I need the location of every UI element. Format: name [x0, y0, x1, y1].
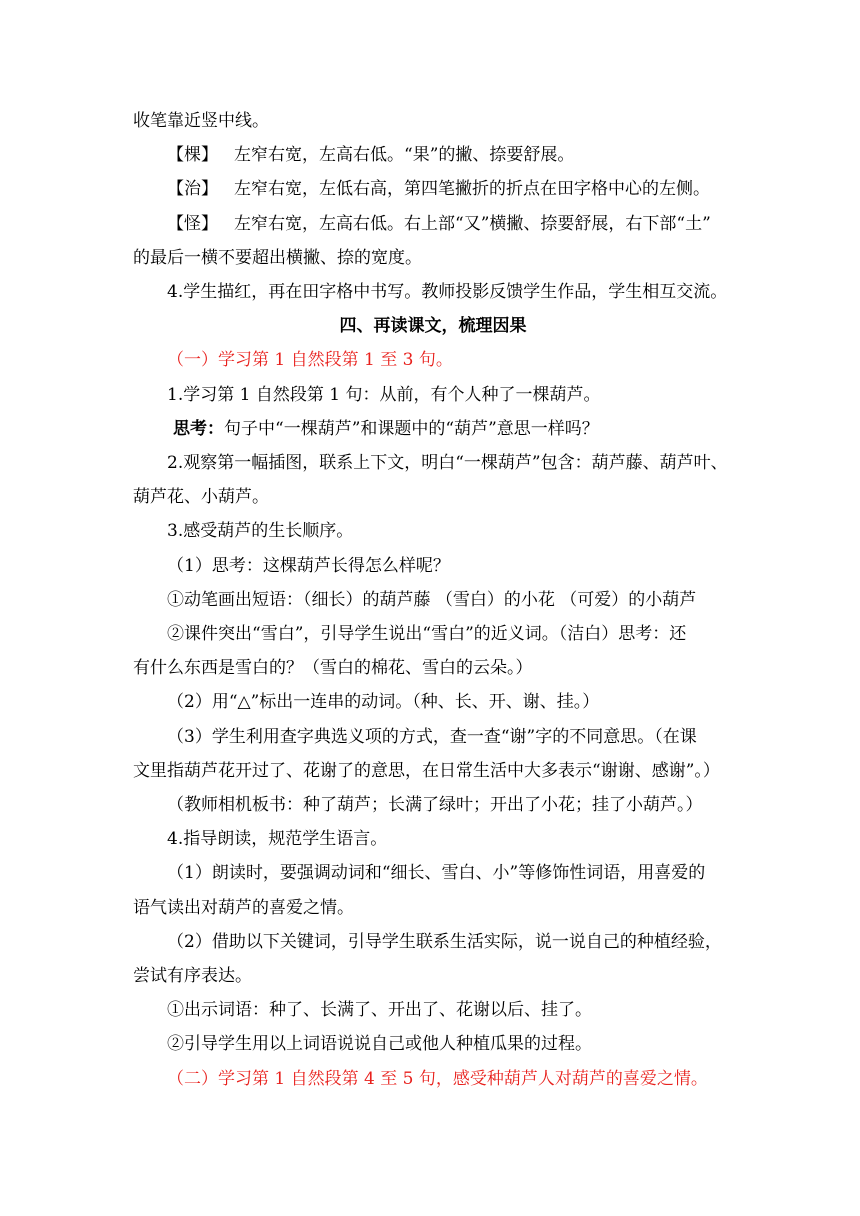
- item-4-point-a: ①出示词语：种了、长满了、开出了、花谢以后、挂了。: [167, 1000, 592, 1021]
- item-4-sub-2-line2: 尝试有序表达。: [133, 966, 252, 987]
- section-heading: 四、再读课文，梳理因果: [339, 316, 527, 337]
- document-body: [133, 104, 733, 1096]
- item-3-sub-3-line2: 文里指葫芦花开过了、花谢了的意思，在日常生活中大多表示“谢谢、感谢”。）: [133, 760, 720, 781]
- item-2-line2: 葫芦花、小葫芦。: [133, 487, 269, 508]
- item-3-sub-2: （2）用“△”标出一连串的动词。（种、长、开、谢、挂。）: [167, 692, 600, 713]
- char-desc-ke: 左窄右宽，左高右低。“果”的撇、捺要舒展。: [234, 145, 575, 166]
- char-entry-zhi: [133, 172, 733, 206]
- char-label-ke: 【棵】: [167, 145, 218, 166]
- subsection-1-title: （一）学习第 1 自然段第 1 至 3 句。: [167, 350, 453, 371]
- item-4-sub-2-line1: （2）借助以下关键词，引导学生联系生活实际，说一说自己的种植经验，: [167, 931, 722, 952]
- board-note: （教师相机板书：种了葫芦；长满了绿叶；开出了小花；挂了小葫芦。）: [167, 795, 703, 816]
- item-4: 4.指导朗读，规范学生语言。: [167, 829, 388, 850]
- item-4-point-b: ②引导学生用以上词语说说自己或他人种植瓜果的过程。: [167, 1034, 592, 1055]
- subsection-2-title: （二）学习第 1 自然段第 4 至 5 句，感受种葫芦人对葫芦的喜爱之情。: [167, 1068, 708, 1089]
- char-label-guai: 【怪】: [167, 213, 218, 234]
- char-entry-ke: [133, 138, 733, 172]
- think-text: 句子中“一棵葫芦”和课题中的“葫芦”意思一样吗？: [224, 418, 599, 439]
- char-desc-guai-line1: 左窄右宽，左高右低。右上部“又”横撇、捺要舒展，右下部“土”: [234, 213, 711, 234]
- char-desc-zhi: 左窄右宽，左低右高，第四笔撇折的折点在田字格中心的左侧。: [234, 179, 710, 200]
- item-4-sub-1-line1: （1）朗读时，要强调动词和“细长、雪白、小”等修饰性词语，用喜爱的: [167, 863, 706, 884]
- item-3-sub-3-line1: （3）学生利用查字典选义项的方式，查一查“谢”字的不同意思。（在课: [167, 726, 697, 747]
- item-2-line1: 2.观察第一幅插图，联系上下文，明白“一棵葫芦”包含：葫芦藤、葫芦叶、: [167, 453, 728, 474]
- item-3-point-a: ①动笔画出短语：（细长）的葫芦藤 （雪白）的小花 （可爱）的小葫芦: [167, 589, 697, 610]
- item-4-sub-1-line2: 语气读出对葫芦的喜爱之情。: [133, 897, 354, 918]
- item-3: 3.感受葫芦的生长顺序。: [167, 521, 354, 542]
- item-3-point-b-line2: 有什么东西是雪白的？（雪白的棉花、雪白的云朵。）: [133, 658, 533, 679]
- think-label: 思考：: [173, 418, 224, 439]
- char-label-zhi: 【治】: [167, 179, 218, 200]
- char-desc-guai-line2: 的最后一横不要超出横撇、捺的宽度。: [133, 247, 422, 268]
- think-question: [133, 412, 733, 446]
- step-4-practice: 4.学生描红，再在田字格中书写。教师投影反馈学生作品，学生相互交流。: [167, 282, 728, 303]
- char-entry-guai: [133, 207, 733, 241]
- item-3-sub-1: （1）思考：这棵葫芦长得怎么样呢？: [167, 555, 450, 576]
- item-1: 1.学习第 1 自然段第 1 句：从前，有个人种了一棵葫芦。: [167, 384, 601, 405]
- paragraph-continuation: 收笔靠近竖中线。: [133, 111, 269, 131]
- item-3-point-b-line1: ②课件突出“雪白”，引导学生说出“雪白”的近义词。（洁白）思考：还: [167, 624, 687, 645]
